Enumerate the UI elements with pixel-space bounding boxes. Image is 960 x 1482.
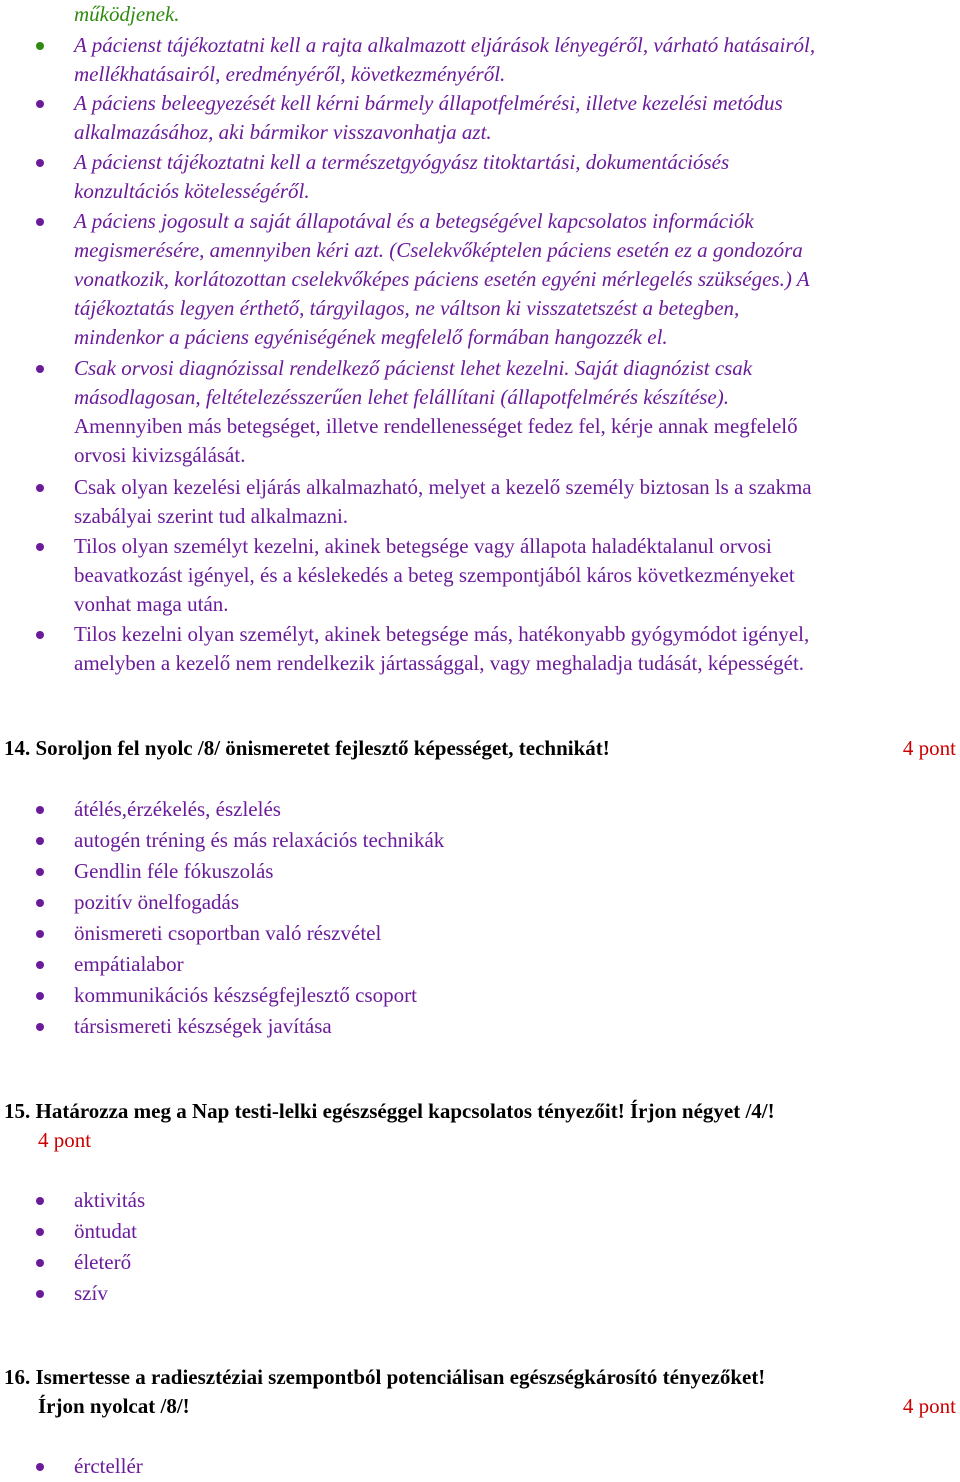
rule-4-line-3: vonatkozik, korlátozottan cselekvőképes páciens esetén egyéni mérlegelés szükséges.) A bbox=[74, 267, 810, 291]
question-16-title-line-1: 16. Ismertesse a radiesztéziai szempontból potenciálisan egészségkárosító tényezőket! bbox=[4, 1365, 766, 1389]
q15-answer-3: életerő bbox=[74, 1250, 132, 1274]
question-16-points: 4 pont bbox=[902, 1394, 956, 1418]
rule-6-line-1: Csak olyan kezelési eljárás alkalmazható, melyet a kezelő személy biztosan ls a szakma bbox=[74, 475, 812, 499]
rule-7-line-3: vonhat maga után. bbox=[74, 592, 229, 616]
q14-answer-5: önismereti csoportban való részvétel bbox=[74, 921, 382, 945]
q14-answer-6: empátialabor bbox=[74, 952, 184, 976]
bullet-icon bbox=[36, 930, 44, 938]
bullet-icon bbox=[36, 484, 44, 492]
bullet-icon bbox=[36, 218, 44, 226]
bullet-icon bbox=[36, 1463, 44, 1471]
rule-6-line-2: szabályai szerint tud alkalmazni. bbox=[74, 504, 349, 528]
bullet-icon bbox=[36, 543, 44, 551]
q15-answer-1: aktivitás bbox=[74, 1188, 146, 1212]
rule-4-line-5: mindenkor a páciens egyéniségének megfelelő formában hangozzék el. bbox=[74, 325, 668, 349]
bullet-icon bbox=[36, 992, 44, 1000]
bullet-icon bbox=[36, 806, 44, 814]
question-14-points: 4 pont bbox=[902, 736, 956, 760]
question-16-title-line-2: Írjon nyolcat /8/! bbox=[38, 1394, 190, 1418]
rule-1-line-2: mellékhatásairól, eredményéről, következményéről. bbox=[74, 62, 506, 86]
bullet-icon bbox=[36, 1228, 44, 1236]
rule-5-line-3: Amennyiben más betegséget, illetve rendellenességet fedez fel, kérje annak megfelelő bbox=[74, 414, 798, 438]
rule-5-line-4: orvosi kivizsgálását. bbox=[74, 443, 246, 467]
q14-answer-8: társismereti készségek javítása bbox=[74, 1014, 332, 1038]
bullet-icon bbox=[36, 868, 44, 876]
rule-2-line-1: A páciens beleegyezését kell kérni bármely állapotfelmérési, illetve kezelési metódus bbox=[74, 91, 783, 115]
q14-answer-3: Gendlin féle fókuszolás bbox=[74, 859, 274, 883]
q16-answer-1: érctellér bbox=[74, 1454, 143, 1478]
q14-answer-1: átélés,érzékelés, észlelés bbox=[74, 797, 281, 821]
rule-7-line-1: Tilos olyan személyt kezelni, akinek betegsége vagy állapota haladéktalanul orvosi bbox=[74, 534, 772, 558]
bullet-icon bbox=[36, 1290, 44, 1298]
question-15-points: 4 pont bbox=[38, 1128, 92, 1152]
q15-answer-4: szív bbox=[74, 1281, 108, 1305]
rule-8-line-1: Tilos kezelni olyan személyt, akinek betegsége más, hatékonyabb gyógymódot igényel, bbox=[74, 622, 810, 646]
bullet-icon bbox=[36, 100, 44, 108]
rule-3-line-1: A pácienst tájékoztatni kell a természetgyógyász titoktartási, dokumentációsés bbox=[74, 150, 730, 174]
rule-5-line-2: másodlagosan, feltételezésszerűen lehet felállítani (állapotfelmérés készítése). bbox=[74, 385, 729, 409]
bullet-icon bbox=[36, 365, 44, 373]
q14-answer-2: autogén tréning és más relaxációs technikák bbox=[74, 828, 445, 852]
rule-4-line-2: megismerésére, amennyiben kéri azt. (Cselekvőképtelen páciens esetén ez a gondozóra bbox=[74, 238, 803, 262]
q14-answer-7: kommunikációs készségfejlesztő csoport bbox=[74, 983, 417, 1007]
rule-4-line-4: tájékoztatás legyen érthető, tárgyilagos, ne váltson ki visszatetszést a betegben, bbox=[74, 296, 740, 320]
intro-tail: működjenek. bbox=[74, 2, 180, 26]
rule-2-line-2: alkalmazásához, aki bármikor visszavonhatja azt. bbox=[74, 120, 492, 144]
bullet-icon bbox=[36, 961, 44, 969]
rule-1-line-1: A pácienst tájékoztatni kell a rajta alkalmazott eljárások lényegéről, várható hatásairól, bbox=[74, 33, 816, 57]
rule-4-line-1: A páciens jogosult a saját állapotával és a betegségével kapcsolatos információk bbox=[74, 209, 754, 233]
rule-7-line-2: beavatkozást igényel, és a késlekedés a beteg szempontjából káros következményeket bbox=[74, 563, 795, 587]
question-14-title: 14. Soroljon fel nyolc /8/ önismeretet fejlesztő képességet, technikát! bbox=[4, 736, 610, 760]
q14-answer-4: pozitív önelfogadás bbox=[74, 890, 240, 914]
bullet-icon bbox=[36, 1023, 44, 1031]
bullet-icon bbox=[36, 159, 44, 167]
q15-answer-2: öntudat bbox=[74, 1219, 137, 1243]
bullet-icon bbox=[36, 899, 44, 907]
bullet-icon bbox=[36, 1259, 44, 1267]
bullet-icon bbox=[36, 1197, 44, 1205]
rule-3-line-2: konzultációs kötelességéről. bbox=[74, 179, 310, 203]
bullet-icon bbox=[36, 837, 44, 845]
bullet-icon bbox=[36, 631, 44, 639]
bullet-icon bbox=[36, 42, 44, 50]
question-15-title: 15. Határozza meg a Nap testi-lelki egészséggel kapcsolatos tényezőit! Írjon négyet /4/! bbox=[4, 1099, 775, 1123]
rule-8-line-2: amelyben a kezelő nem rendelkezik jártassággal, vagy meghaladja tudását, képességét. bbox=[74, 651, 805, 675]
rule-5-line-1: Csak orvosi diagnózissal rendelkező pácienst lehet kezelni. Saját diagnózist csak bbox=[74, 356, 753, 380]
